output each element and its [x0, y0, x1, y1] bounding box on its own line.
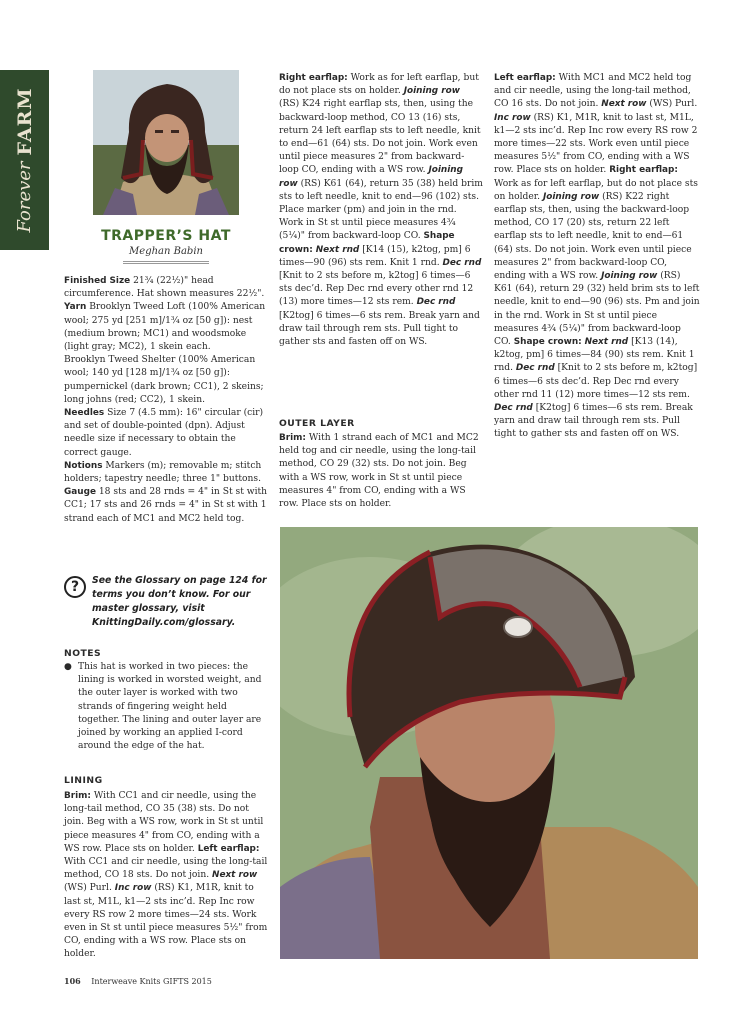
publication-name: Interweave Knits GIFTS 2015: [91, 977, 212, 986]
outer-layer-instructions: Brim: With 1 strand each of MC1 and MC2 held tog and cir needle, using the long-tail method, CO 29 (32) sts. Do not join. Beg with a WS row, work in St st until piece measures 4" from CO, ending with a WS row. Place sts on holder.: [279, 433, 479, 510]
notes-text: This hat is worked in two pieces: the lining is worked in worsted weight, and the outer layer is worked with two strands of fingering weight held together. The lining and outer layer are joined by working an applied I-cord around the edge of the hat.: [78, 662, 262, 752]
notes-item: [64, 661, 270, 753]
bullet-icon: ●: [64, 662, 72, 672]
lining-heading: LINING: [64, 775, 103, 786]
hat-photo: [280, 527, 698, 959]
column-2: Right earflap: Work as for left earflap, but do not place sts on holder. Joining row (RS) K24 right earflap sts, then, using the backward-loop method, CO 13 (16) sts, return 24 left earflap sts to left needle, knit to end—61 (64) sts. Do not join. Work even until piece measures 2" from backward-loop CO, ending with a WS row. Joining row (RS) K61 (64), return 35 (38) held brim sts to left needle, knit to end—96 (102) sts. Place marker (pm) and join in the rnd. Work in St st until piece measures 4¾ (5¼)" from backward-loop CO. Shape crown: Next rnd [K14 (15), k2tog, pm] 6 times—90 (96) sts rem. Knit 1 rnd. Dec rnd [Knit to 2 sts before m, k2tog] 6 times—6 sts dec’d. Rep Dec rnd every other rnd 12 (13) more times—12 sts rem. Dec rnd [K2tog] 6 times—6 sts rem. Break yarn and draw tail through rem sts. Pull tight to gather sts and fasten off on WS.: [279, 73, 483, 348]
glossary-text: See the Glossary on page 124 for terms you don’t know. For our master glossary, visit KnittingDaily.com/glossary.: [92, 575, 267, 628]
specs-block: [64, 275, 270, 526]
section-tab-script: Forever: [14, 161, 35, 233]
finished-size: Finished Size 21¾ (22½)" head circumference. Hat shown measures 22½".: [64, 276, 265, 300]
page-number: 106: [64, 976, 81, 986]
article-author: Meghan Babin: [129, 246, 203, 257]
page-footer: [64, 976, 212, 986]
question-icon: ?: [64, 576, 86, 598]
designer-portrait: [93, 70, 239, 215]
lining-instructions: Brim: With CC1 and cir needle, using the long-tail method, CO 35 (38) sts. Do not join. Beg with a WS row, work in St st until piece measures 4" from CO, ending with a WS row. Place sts on holder. Left earflap: With CC1 and cir needle, using the long-tail method, CO 18 sts. Do not join. Next row (WS) Purl. Inc row (RS) K1, M1R, knit to last st, M1L, k1—2 sts inc’d. Rep Inc row every RS row 2 more times—24 sts. Work even in St st until piece measures 5½" from CO, ending with a WS row. Place sts on holder.: [64, 791, 268, 960]
column-3: Left earflap: With MC1 and MC2 held tog and cir needle, using the long-tail method, CO 16 sts. Do not join. Next row (WS) Purl. Inc row (RS) K1, M1R, knit to last st, M1L, k1—2 sts inc’d. Rep Inc row every RS row 2 more times—22 sts. Work even until piece measures 5½" from CO, ending with a WS row. Place sts on holder. Right earflap: Work as for left earflap, but do not place sts on holder. Joining row (RS) K22 right earflap sts, then, using the backward-loop method, CO 17 (20) sts, return 22 left earflap sts to left needle, knit to end—61 (64) sts. Do not join. Work even until piece measures 2" from backward-loop CO, ending with a WS row. Joining row (RS) K61 (64), return 29 (32) held brim sts to left needle, knit to end—90 (96) sts. Pm and join in the rnd. Work in St st until piece measures 4¾ (5¼)" from backward-loop CO. Shape crown: Next rnd [K13 (14), k2tog, pm] 6 times—84 (90) sts rem. Knit 1 rnd. Dec rnd [Knit to 2 sts before m, k2tog] 6 times—6 sts dec’d. Rep Dec rnd every other rnd 11 (12) more times—12 sts rem. Dec rnd [K2tog] 6 times—6 sts rem. Break yarn and draw tail through rem sts. Pull tight to gather sts and fasten off on WS.: [494, 73, 700, 440]
notions: Notions Markers (m); removable m; stitch holders; tapestry needle; three 1" buttons.: [64, 460, 262, 485]
section-tab-block: FARM: [13, 87, 36, 156]
yarn-1: Yarn Brooklyn Tweed Loft (100% American wool; 275 yd [251 m]/1¾ oz [50 g]): nest (medium brown; MC1) and woodsmoke (light gray; MC2), 1 skein each.: [64, 302, 266, 353]
notes-heading: NOTES: [64, 648, 102, 659]
hat-photo-illustration: [280, 527, 698, 959]
glossary-callout: [64, 574, 270, 630]
gauge: Gauge 18 sts and 28 rnds = 4" in St st with CC1; 17 sts and 26 rnds = 4" in St st with 1 strand each of MC1 and MC2 held tog.: [64, 487, 268, 524]
needles: Needles Size 7 (4.5 mm): 16" circular (cir) and set of double-pointed (dpn). Adjust needle size if necessary to obtain the correct gauge.: [64, 408, 264, 458]
article-title: TRAPPER’S HAT: [101, 228, 231, 244]
outer-layer-heading: OUTER LAYER: [279, 418, 355, 429]
section-tab: [0, 70, 49, 250]
yarn-2: Brooklyn Tweed Shelter (100% American wool; 140 yd [128 m]/1¾ oz [50 g]): pumpernickel (dark brown; CC1), 2 skeins; long johns (red; CC2), 1 skein.: [64, 355, 264, 405]
author-divider: [123, 261, 209, 264]
portrait-illustration: [93, 70, 239, 215]
